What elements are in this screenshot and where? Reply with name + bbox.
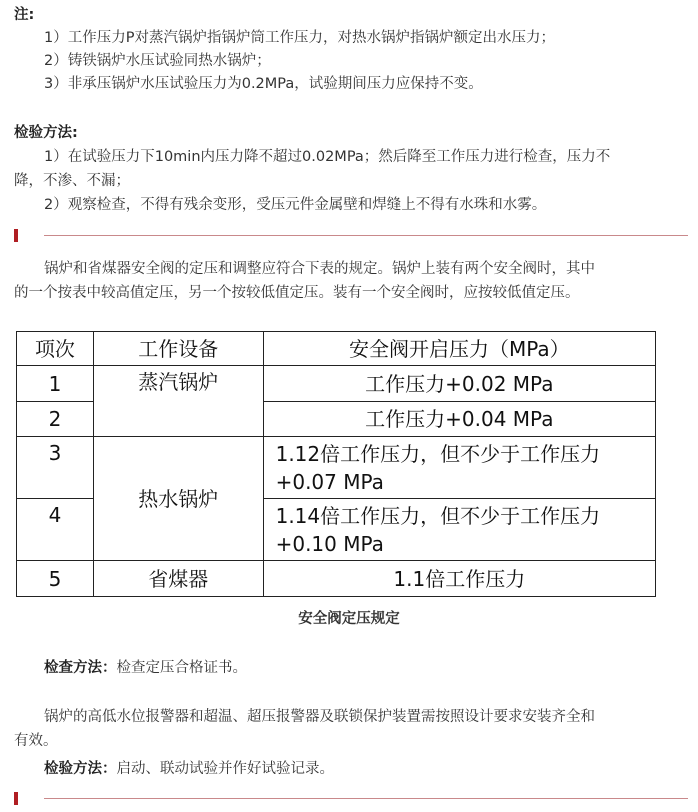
table-row [17,561,656,597]
header-pressure: 安全阀开启压力（MPa） [263,332,655,366]
row-pressure [263,499,655,561]
inspection-method-2-text: 启动、联动试验并作好试验记录。 [116,761,334,777]
safety-valve-table [16,331,656,597]
equipment-hot-water-boiler: 热水锅炉 [93,437,263,561]
note-item-3: 3）非承压锅炉水压试验压力为0.2MPa，试验期间压力应保持不变。 [44,76,483,92]
header-item-no: 项次 [17,332,94,366]
row-no: 2 [17,402,94,437]
inspection-item-2: 2）观察检查，不得有残余变形，受压元件金属壁和焊缝上不得有水珠和水雾。 [44,197,547,213]
inspection-item-1-cont: 降，不渗、不漏； [14,173,130,189]
row-no: 1 [17,366,94,402]
row-pressure-line-1: 1.14倍工作压力，但不少于工作压力 [275,503,601,528]
row-no: 4 [17,499,94,561]
row-pressure: 1.1倍工作压力 [263,561,655,597]
divider-accent [14,792,18,805]
inspection-heading: 检验方法: [14,125,78,141]
inspection-item-1: 1）在试验压力下10min内压力降不超过0.02MPa；然后降至工作压力进行检查，压力不 [44,149,611,165]
note-item-1: 1）工作压力P对蒸汽锅炉指锅炉筒工作压力，对热水锅炉指锅炉额定出水压力； [44,30,555,46]
note-item-2: 2）铸铁锅炉水压试验同热水锅炉； [44,53,271,69]
inspection-method-2 [44,758,334,780]
intro-line-1: 锅炉和省煤器安全阀的定压和调整应符合下表的规定。锅炉上装有两个安全阀时，其中 [44,261,595,277]
table-header-row [17,332,656,366]
row-pressure-line-1: 1.12倍工作压力，但不少于工作压力 [275,441,601,466]
check-method [44,657,247,679]
row-pressure-line-2: +0.07 MPa [275,469,384,494]
equipment-economizer: 省煤器 [93,561,263,597]
divider-line [44,798,688,799]
row-no: 3 [17,437,94,499]
check-method-label: 检查方法： [44,660,117,676]
row-pressure: 工作压力+0.04 MPa [263,402,655,437]
intro-line-2: 的一个按表中较高值定压，另一个按较低值定压。装有一个安全阀时，应按较低值定压。 [14,285,580,301]
alarm-line-1: 锅炉的高低水位报警器和超温、超压报警器及联锁保护装置需按照设计要求安装齐全和 [44,709,595,725]
notes-heading: 注: [14,7,35,23]
row-pressure-line-2: +0.10 MPa [275,531,384,556]
divider-accent [14,229,18,242]
table-caption: 安全阀定压规定 [298,611,400,627]
row-pressure: 工作压力+0.02 MPa [263,366,655,402]
section-divider [14,229,688,242]
row-pressure [263,437,655,499]
alarm-line-2: 有效。 [14,733,58,749]
table-row [17,437,656,499]
check-method-text: 检查定压合格证书。 [116,660,247,676]
inspection-method-2-label: 检验方法： [44,761,117,777]
table-row [17,366,656,402]
equipment-steam-boiler: 蒸汽锅炉 [93,366,263,437]
divider-line [44,235,688,236]
header-equipment: 工作设备 [93,332,263,366]
section-divider [14,792,688,805]
row-no: 5 [17,561,94,597]
